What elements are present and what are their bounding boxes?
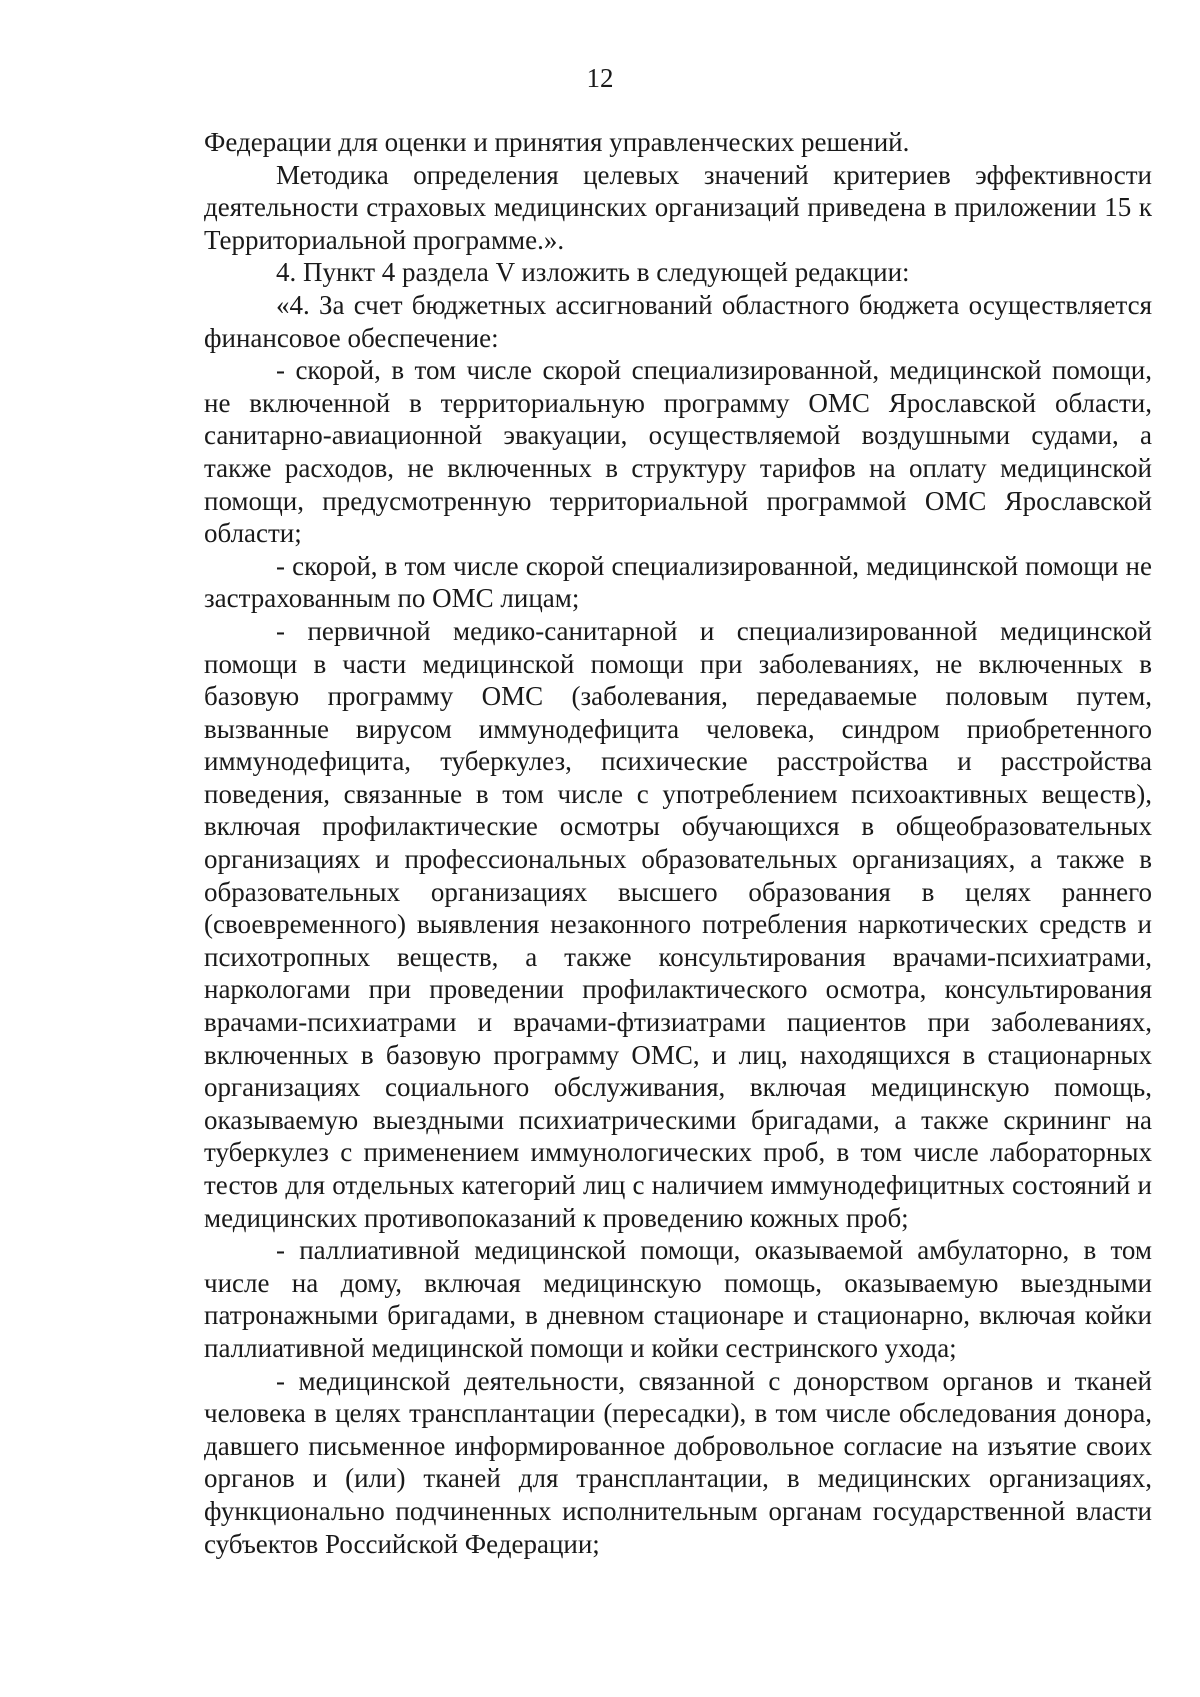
- list-item-organ-donation: - медицинской деятельности, связанной с донорством органов и тканей человека в целях трансплантации (пересадки), в том числе обследования донора, давшего письменное информированное добровольное согласие на изъятие своих органов и (или) тканей для трансплантации, в медицинских организациях, функционально подчиненных исполнительным органам государственной власти субъектов Российской Федерации;: [204, 1365, 1152, 1559]
- document-body: [204, 126, 1152, 1560]
- list-item-emergency-care: - скорой, в том числе скорой специализированной, медицинской помощи, не включенной в территориальную программу ОМС Ярославской области, санитарно-авиационной эвакуации, осуществляемой воздушными судами, а также расходов, не включенных в структуру тарифов на оплату медицинской помощи, предусмотренную территориальной программой ОМС Ярославской области;: [204, 355, 1152, 549]
- paragraph-item-4-amendment: 4. Пункт 4 раздела V изложить в следующей редакции:: [276, 257, 910, 288]
- paragraph-methodology: Методика определения целевых значений критериев эффективности деятельности страховых медицинских организаций приведена в приложении 15 к Территориальной программе.».: [204, 159, 1152, 255]
- paragraph-regional-budget-funding: «4. За счет бюджетных ассигнований областного бюджета осуществляется финансовое обеспечение:: [204, 289, 1152, 353]
- page-number: 12: [586, 63, 614, 93]
- list-item-palliative-care: - паллиативной медицинской помощи, оказываемой амбулаторно, в том числе на дому, включая медицинскую помощь, оказываемую выездными патронажными бригадами, в дневном стационаре и стационарно, включая койки паллиативной медицинской помощи и койки сестринского ухода;: [204, 1235, 1152, 1363]
- list-item-primary-specialized-care: - первичной медико-санитарной и специализированной медицинской помощи в части медицинской помощи при заболеваниях, не включенных в базовую программу ОМС (заболевания, передаваемые половым путем, вызванные вирусом иммунодефицита человека, синдром приобретенного иммунодефицита, туберкулез, психические расстройства и расстройства поведения, связанные в том числе с употреблением психоактивных веществ), включая профилактические осмотры обучающихся в общеобразовательных организациях и профессиональных образовательных организациях, а также в образовательных организациях высшего образования в целях раннего (своевременного) выявления незаконного потребления наркотических средств и психотропных веществ, а также консультирования врачами-психиатрами, наркологами при проведении профилактического осмотра, консультирования врачами-психиатрами и врачами-фтизиатрами пациентов при заболеваниях, включенных в базовую программу ОМС, и лиц, находящихся в стационарных организациях социального обслуживания, включая медицинскую помощь, оказываемую выездными психиатрическими бригадами, а также скрининг на туберкулез с применением иммунологических проб, в том числе лабораторных тестов для отдельных категорий лиц с наличием иммунодефицитных состояний и медицинских противопоказаний к проведению кожных проб;: [204, 615, 1152, 1233]
- list-item-emergency-care-uninsured: - скорой, в том числе скорой специализированной, медицинской помощи не застрахованным по ОМС лицам;: [204, 550, 1152, 614]
- paragraph-federation-decisions: Федерации для оценки и принятия управленческих решений.: [204, 127, 910, 157]
